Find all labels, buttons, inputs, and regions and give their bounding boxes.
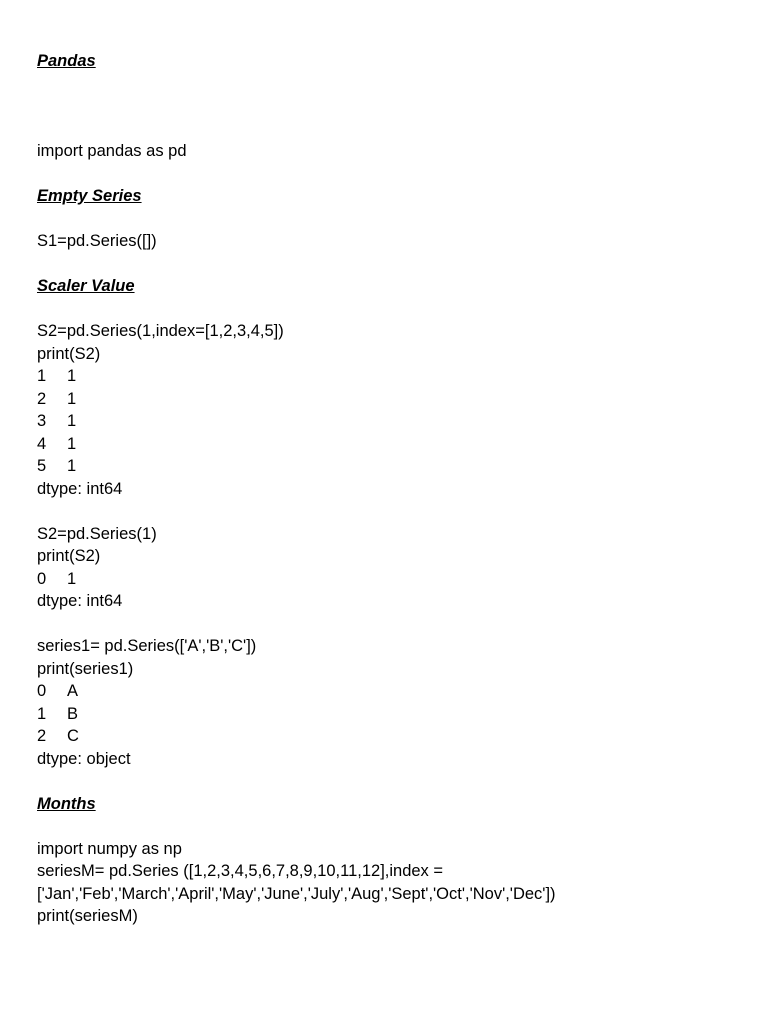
output-row bbox=[37, 365, 748, 388]
row-value: 1 bbox=[67, 412, 77, 430]
output-rows-1 bbox=[37, 365, 748, 478]
row-value: 1 bbox=[67, 434, 77, 453]
document-page bbox=[37, 50, 748, 928]
output-row bbox=[37, 410, 748, 433]
row-value: 1 bbox=[67, 367, 77, 385]
row-value: 1 bbox=[67, 389, 77, 408]
empty-series-heading: Empty Series bbox=[37, 187, 142, 205]
import-numpy-line: import numpy as np bbox=[37, 839, 182, 858]
spacer bbox=[37, 770, 748, 793]
row-index: 3 bbox=[37, 412, 47, 430]
row-value: 1 bbox=[67, 569, 77, 588]
row-index: 0 bbox=[37, 682, 47, 700]
output-row bbox=[37, 433, 748, 456]
scaler-print-1: print(S2) bbox=[37, 344, 101, 363]
row-index: 5 bbox=[37, 457, 47, 475]
months-heading: Months bbox=[37, 794, 96, 813]
row-value: C bbox=[67, 727, 79, 745]
row-index: 0 bbox=[37, 569, 47, 588]
row-index: 1 bbox=[37, 367, 47, 385]
months-code-line-1: seriesM= pd.Series ([1,2,3,4,5,6,7,8,9,10,11,12],index = bbox=[37, 862, 444, 880]
empty-series-code: S1=pd.Series([]) bbox=[37, 232, 157, 250]
output-row bbox=[37, 703, 748, 726]
spacer bbox=[37, 163, 748, 186]
row-value: A bbox=[67, 682, 79, 700]
spacer bbox=[37, 298, 748, 321]
output-row bbox=[37, 568, 748, 591]
spacer bbox=[37, 73, 748, 141]
months-code-line-2: ['Jan','Feb','March','April','May','June','July','Aug','Sept','Oct','Nov','Dec']) bbox=[37, 884, 556, 903]
spacer bbox=[37, 613, 748, 636]
page-title: Pandas bbox=[37, 52, 96, 70]
scaler-code-2: S2=pd.Series(1) bbox=[37, 524, 157, 543]
spacer bbox=[37, 208, 748, 231]
row-index: 2 bbox=[37, 389, 47, 408]
dtype-line-2: dtype: int64 bbox=[37, 592, 123, 610]
import-pandas-line: import pandas as pd bbox=[37, 142, 187, 160]
row-index: 2 bbox=[37, 727, 47, 745]
scaler-print-2: print(S2) bbox=[37, 547, 101, 565]
dtype-line-1: dtype: int64 bbox=[37, 479, 123, 498]
output-rows-3 bbox=[37, 680, 748, 748]
months-print-line: print(seriesM) bbox=[37, 907, 138, 925]
dtype-line-3: dtype: object bbox=[37, 749, 131, 768]
scaler-print-3: print(series1) bbox=[37, 659, 134, 678]
row-index: 1 bbox=[37, 704, 47, 723]
scaler-code-3: series1= pd.Series(['A','B','C']) bbox=[37, 637, 257, 655]
output-row bbox=[37, 455, 748, 478]
output-row bbox=[37, 725, 748, 748]
output-row bbox=[37, 680, 748, 703]
spacer bbox=[37, 815, 748, 838]
row-value: 1 bbox=[67, 457, 77, 475]
scaler-code-1: S2=pd.Series(1,index=[1,2,3,4,5]) bbox=[37, 322, 284, 340]
spacer bbox=[37, 253, 748, 276]
spacer bbox=[37, 500, 748, 523]
scaler-value-heading: Scaler Value bbox=[37, 277, 135, 295]
row-index: 4 bbox=[37, 434, 47, 453]
output-row bbox=[37, 388, 748, 411]
row-value: B bbox=[67, 704, 79, 723]
